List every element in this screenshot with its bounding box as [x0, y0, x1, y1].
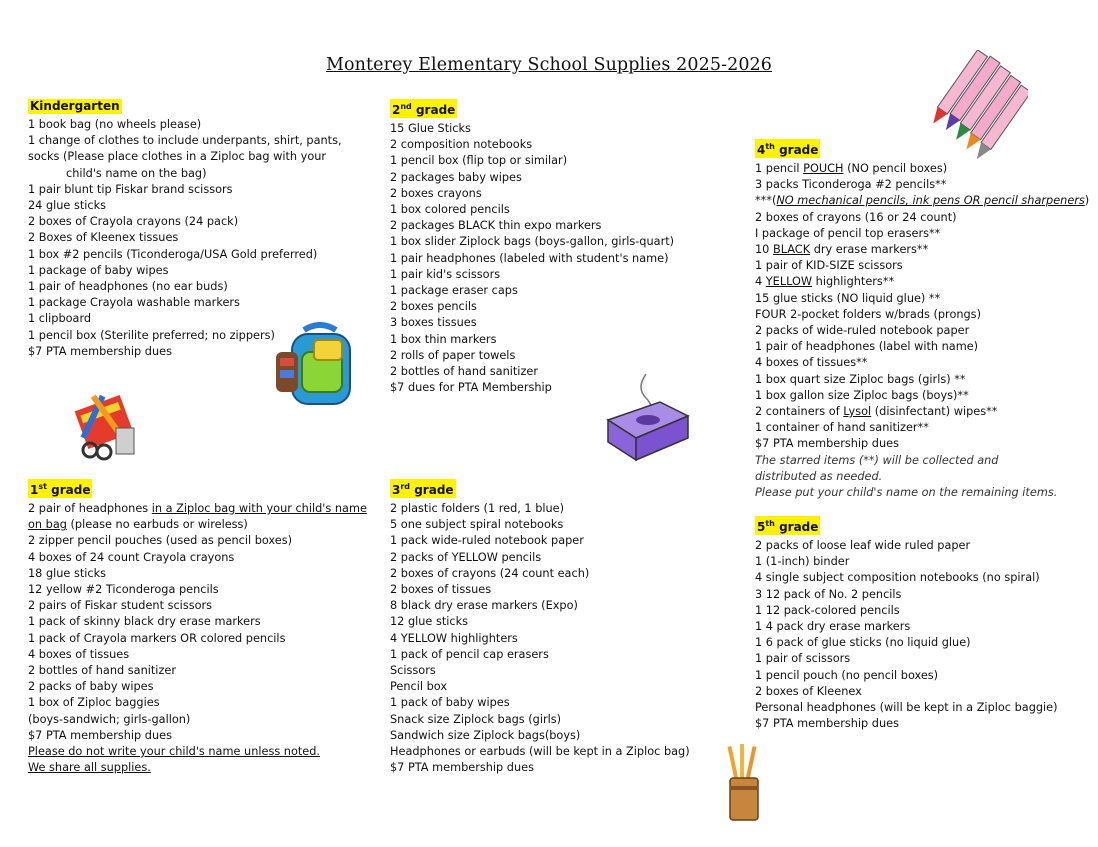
list-item: 3 boxes tissues [390, 316, 477, 330]
list-item: 1 package Crayola washable markers [28, 296, 240, 310]
list-item: 2 packs of loose leaf wide ruled paper [755, 539, 971, 552]
list-item: Pencil box [390, 680, 448, 694]
list-item: 2 Boxes of Kleenex tissues [28, 231, 179, 245]
list-item: 15 Glue Sticks [390, 122, 471, 135]
list-item: 4 single subject composition notebooks (no spiral) [755, 571, 1040, 585]
list-item: 1 pencil POUCH (NO pencil boxes) [755, 162, 948, 175]
list-item: 2 boxes of tissues [390, 583, 492, 597]
list-item: $7 PTA membership dues [28, 344, 172, 358]
list-item: 1 pack of Crayola markers OR colored pencils [28, 631, 286, 645]
list-item: 1 4 pack dry erase markers [755, 620, 911, 634]
list-item: 8 black dry erase markers (Expo) [390, 599, 578, 613]
list-item: 2 pairs of Fiskar student scissors [28, 599, 213, 613]
crayons-clipart [928, 50, 1028, 160]
no-name-note: Please do not write your child's name unless noted. [28, 745, 321, 759]
grade5-section [755, 516, 1058, 732]
list-item: 2 boxes of crayons (24 count each) [390, 566, 590, 580]
list-item: 10 BLACK dry erase markers** [755, 243, 929, 257]
list-item: 2 boxes of Crayola crayons (24 pack) [28, 215, 239, 229]
grade3-section [390, 479, 690, 776]
list-item: 1 pair of KID-SIZE scissors [755, 259, 903, 273]
list-item: 1 box #2 pencils (Ticonderoga/USA Gold preferred) [28, 247, 318, 261]
grade4-section [755, 139, 1090, 501]
list-item: on bag (please no earbuds or wireless) [28, 518, 248, 532]
list-item: Snack size Ziplock bags (girls) [390, 712, 562, 726]
list-item: 1 change of clothes to include underpants, shirt, pants, [28, 134, 342, 148]
list-item: 2 composition notebooks [390, 138, 533, 152]
grade1-section [28, 479, 367, 776]
list-item: 1 box quart size Ziploc bags (girls) ** [755, 372, 966, 386]
list-item: 1 package of baby wipes [28, 263, 169, 277]
list-item: 1 6 pack of glue sticks (no liquid glue) [755, 636, 971, 650]
list-item: 1 clipboard [28, 312, 92, 326]
list-item: 3 packs Ticonderoga #2 pencils** [755, 178, 947, 192]
list-item: 2 pair of headphones in a Ziploc bag with your child's name [28, 502, 367, 515]
list-item: $7 PTA membership dues [28, 728, 172, 742]
list-item: $7 dues for PTA Membership [390, 381, 552, 395]
list-item: 1 package eraser caps [390, 284, 518, 298]
list-item: 4 YELLOW highlighters [390, 631, 518, 645]
list-item: 1 pair headphones (labeled with student's name) [390, 251, 669, 265]
list-item: 1 pencil box (flip top or similar) [390, 154, 568, 168]
list-item: 1 box thin markers [390, 332, 497, 346]
list-item: 12 yellow #2 Ticonderoga pencils [28, 583, 219, 597]
grade5-heading: 5th grade [755, 516, 820, 535]
list-item: 4 YELLOW highlighters** [755, 275, 895, 289]
list-item: Headphones or earbuds (will be kept in a Ziploc bag) [390, 745, 690, 759]
list-item: 1 container of hand sanitizer** [755, 421, 929, 435]
list-item: child's name on the bag) [66, 166, 207, 180]
list-item: 2 boxes crayons [390, 186, 482, 200]
list-item: 2 boxes of crayons (16 or 24 count) [755, 210, 957, 224]
supplies-clipart [70, 388, 142, 464]
list-item: 2 zipper pencil pouches (used as pencil boxes) [28, 534, 293, 548]
list-item: 1 pencil pouch (no pencil boxes) [755, 668, 939, 682]
list-item: FOUR 2-pocket folders w/brads (prongs) [755, 307, 981, 321]
share-supplies-note: We share all supplies. [28, 761, 151, 775]
list-item: 1 (1-inch) binder [755, 555, 850, 569]
list-item: 1 pair blunt tip Fiskar brand scissors [28, 182, 233, 196]
list-item: 1 pair of headphones (no ear buds) [28, 280, 228, 294]
list-item: $7 PTA membership dues [755, 717, 899, 731]
list-item: 2 boxes pencils [390, 300, 477, 314]
list-item: 2 packs of wide-ruled notebook paper [755, 324, 970, 338]
list-item: 1 12 pack-colored pencils [755, 603, 900, 617]
list-item: socks (Please place clothes in a Ziploc bag with your [28, 150, 327, 164]
grade1-heading: 1st grade [28, 479, 92, 498]
list-item: 2 packages BLACK thin expo markers [390, 219, 602, 233]
grade2-heading: 2nd grade [390, 99, 457, 118]
list-item: Personal headphones (will be kept in a Ziploc baggie) [755, 701, 1058, 715]
list-item: 2 containers of Lysol (disinfectant) wipes** [755, 405, 998, 419]
grade4-heading: 4th grade [755, 139, 820, 158]
grade3-heading: 3rd grade [390, 479, 456, 498]
list-item: 1 pencil box (Sterilite preferred; no zippers) [28, 328, 275, 342]
list-item: 1 pack of pencil cap erasers [390, 647, 549, 661]
grade2-section [390, 99, 674, 396]
list-item: 2 bottles of hand sanitizer [28, 664, 176, 678]
list-item: 4 boxes of tissues [28, 647, 130, 661]
list-item: 2 rolls of paper towels [390, 348, 516, 362]
list-item: 2 packs of baby wipes [28, 680, 154, 694]
list-item: 5 one subject spiral notebooks [390, 518, 564, 532]
list-item: (boys-sandwich; girls-gallon) [28, 712, 191, 726]
list-item: 1 box colored pencils [390, 203, 510, 217]
list-item: 1 pair of scissors [755, 652, 851, 666]
list-item: Scissors [390, 664, 436, 678]
list-item: 2 packs of YELLOW pencils [390, 550, 542, 564]
list-item: 1 pack of skinny black dry erase markers [28, 615, 261, 629]
list-item: 4 boxes of 24 count Crayola crayons [28, 550, 235, 564]
list-item: 1 box of Ziploc baggies [28, 696, 160, 710]
pencil-cup-clipart [720, 742, 768, 824]
list-item: 1 pack wide-ruled notebook paper [390, 534, 584, 548]
list-item: 1 pack of baby wipes [390, 696, 510, 710]
list-item: ***(NO mechanical pencils, ink pens OR pencil sharpeners) [755, 194, 1090, 208]
list-item: 1 pair of headphones (label with name) [755, 340, 979, 354]
list-item: 1 box slider Ziplock bags (boys-gallon, girls-quart) [390, 235, 675, 249]
list-item: 2 plastic folders (1 red, 1 blue) [390, 502, 565, 515]
list-item: 2 boxes of Kleenex [755, 684, 862, 698]
list-item: $7 PTA membership dues [390, 761, 534, 775]
list-item: 1 book bag (no wheels please) [28, 118, 202, 131]
list-item: 18 glue sticks [28, 566, 107, 580]
kindergarten-heading: Kindergarten [30, 99, 120, 113]
page-title: Monterey Elementary School Supplies 2025-2026 [325, 55, 773, 75]
list-item: 2 packages baby wipes [390, 170, 522, 184]
list-item: 2 bottles of hand sanitizer [390, 365, 538, 379]
name-items-note: Please put your child's name on the remaining items. [755, 486, 1058, 500]
list-item: 24 glue sticks [28, 199, 107, 213]
list-item: Sandwich size Ziplock bags(boys) [390, 728, 581, 742]
list-item: 3 12 pack of No. 2 pencils [755, 587, 902, 601]
list-item: I package of pencil top erasers** [755, 226, 941, 240]
kindergarten-section [28, 99, 342, 360]
tissue-box-clipart [602, 368, 692, 464]
list-item: 1 pair kid's scissors [390, 267, 501, 281]
list-item: 1 box gallon size Ziploc bags (boys)** [755, 388, 969, 402]
list-item: 12 glue sticks [390, 615, 469, 629]
list-item: 4 boxes of tissues** [755, 356, 868, 370]
starred-items-note: The starred items (**) will be collected and distributed as needed. [755, 453, 999, 483]
list-item: 15 glue sticks (NO liquid glue) ** [755, 291, 941, 305]
backpack-clipart [274, 322, 366, 414]
list-item: $7 PTA membership dues [755, 437, 899, 451]
